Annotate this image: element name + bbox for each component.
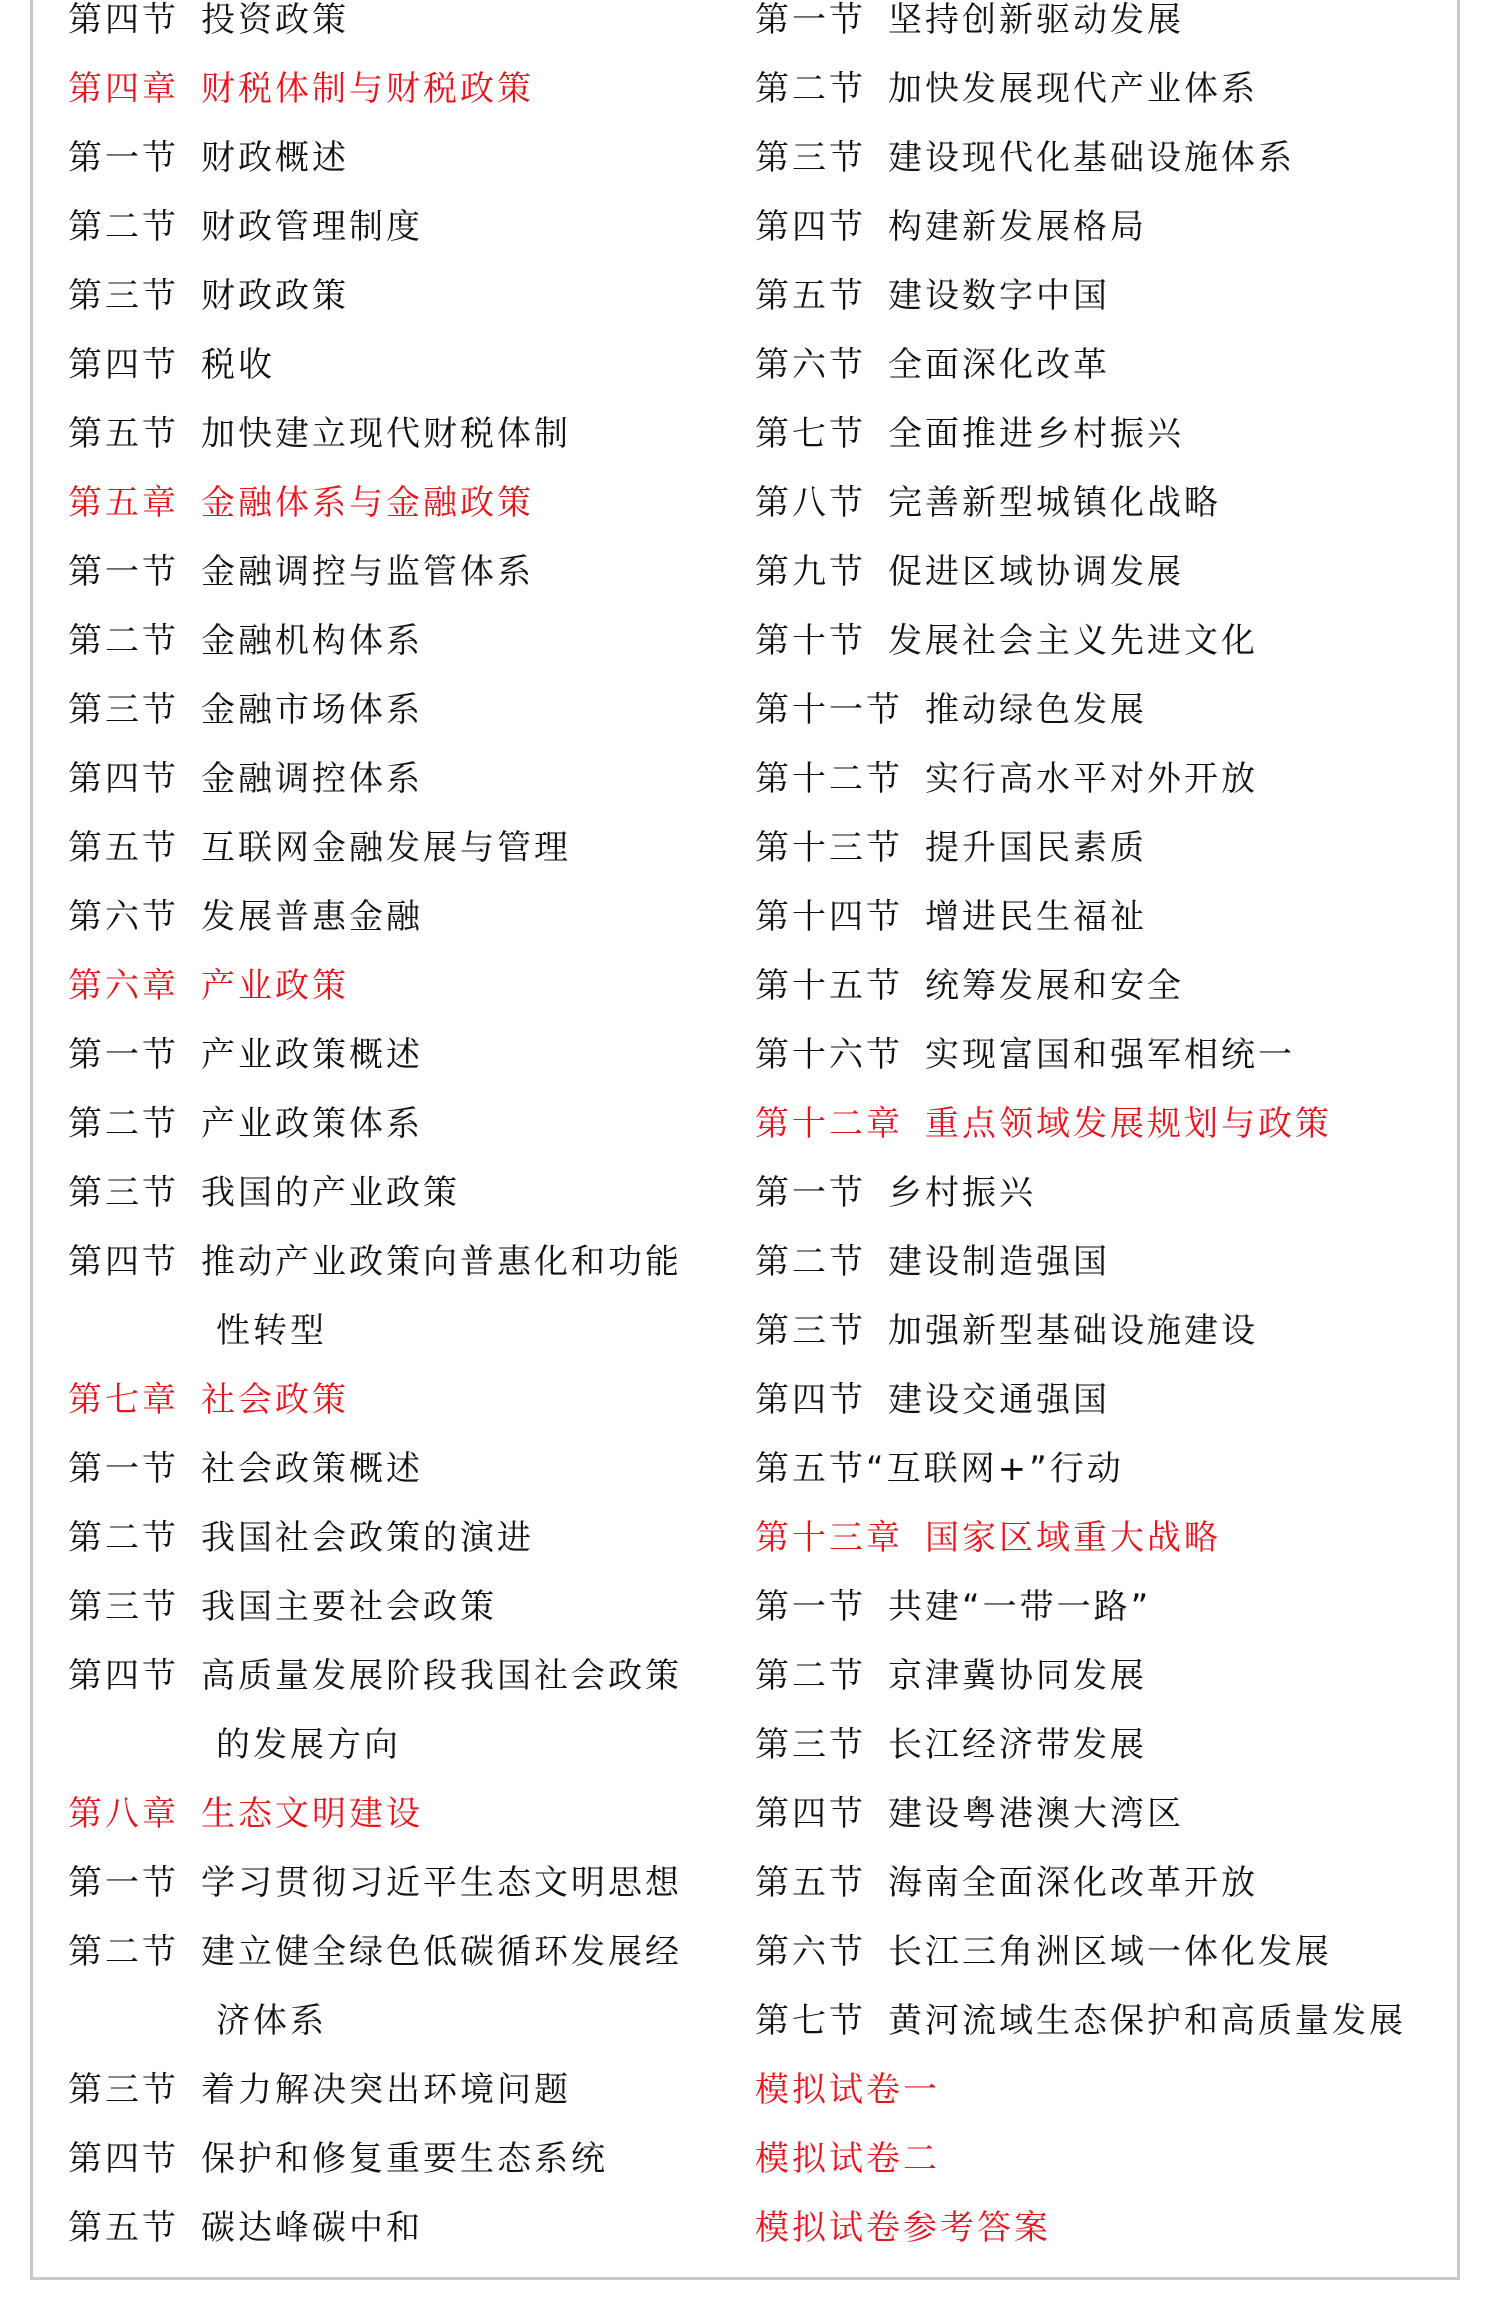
toc-entry-title: 增进民生福祉: [925, 897, 1147, 937]
toc-section-entry[interactable]: [68, 2125, 738, 2194]
toc-entry-number: 第五节: [755, 1449, 866, 1489]
toc-entry-number: 第一节: [755, 1587, 866, 1627]
toc-entry-number: 第四节: [755, 1380, 866, 1420]
toc-chapter-entry[interactable]: [755, 2056, 1475, 2125]
toc-entry-title: 互联网金融发展与管理: [201, 828, 571, 868]
toc-entry-title: 黄河流域生态保护和高质量发展: [888, 2001, 1406, 2041]
toc-section-entry[interactable]: [68, 1642, 738, 1711]
toc-entry-number: 第四节: [68, 0, 179, 40]
toc-entry-number: 第八章: [68, 1794, 179, 1834]
toc-entry-number: 第七节: [755, 414, 866, 454]
toc-entry-title: 保护和修复重要生态系统: [201, 2139, 608, 2179]
toc-entry-title: 海南全面深化改革开放: [888, 1863, 1258, 1903]
toc-entry-title: 共建“一带一路”: [888, 1587, 1152, 1627]
toc-entry-number: 第十二章: [755, 1104, 903, 1144]
toc-entry-title: 建设数字中国: [888, 276, 1110, 316]
toc-entry-number: 第五节: [755, 276, 866, 316]
toc-entry-title: 生态文明建设: [201, 1794, 423, 1834]
toc-entry-number: 第五章: [68, 483, 179, 523]
toc-entry-title: 实行高水平对外开放: [925, 759, 1258, 799]
toc-entry-number: 第二节: [755, 1656, 866, 1696]
toc-entry-title: 产业政策: [201, 966, 349, 1006]
toc-entry-number: 第一节: [755, 0, 866, 40]
toc-section-entry[interactable]: [755, 0, 1475, 55]
toc-entry-number: 第二节: [755, 69, 866, 109]
toc-entry-number: 第二节: [755, 1242, 866, 1282]
toc-entry-number: 第一节: [68, 1863, 179, 1903]
toc-entry-number: 第五节: [68, 828, 179, 868]
toc-section-entry[interactable]: [755, 1711, 1475, 1780]
toc-section-entry[interactable]: [755, 1021, 1475, 1090]
toc-entry-title: 金融市场体系: [201, 690, 423, 730]
toc-entry-number: 第一节: [755, 1173, 866, 1213]
toc-entry-title: 加快建立现代财税体制: [201, 414, 571, 454]
toc-section-entry[interactable]: [755, 1849, 1475, 1918]
toc-entry-title: 财政管理制度: [201, 207, 423, 247]
toc-section-entry[interactable]: [68, 883, 738, 952]
toc-entry-number: 第三节: [68, 690, 179, 730]
toc-section-entry[interactable]: [755, 883, 1475, 952]
toc-entry-number: 第二节: [68, 1518, 179, 1558]
toc-section-entry[interactable]: [68, 0, 738, 55]
toc-chapter-entry[interactable]: [68, 469, 738, 538]
toc-entry-title: 我国主要社会政策: [201, 1587, 497, 1627]
toc-entry-title: 财税体制与财税政策: [201, 69, 534, 109]
toc-entry-title: 加强新型基础设施建设: [888, 1311, 1258, 1351]
toc-section-entry[interactable]: [68, 2056, 738, 2125]
toc-entry-number: 第四节: [68, 1242, 179, 1282]
toc-entry-number: 第四节: [755, 207, 866, 247]
toc-entry-title: 我国的产业政策: [201, 1173, 460, 1213]
toc-entry-number: 第三节: [68, 1587, 179, 1627]
toc-section-entry[interactable]: [68, 814, 738, 883]
toc-entry-title: 财政概述: [201, 138, 349, 178]
toc-entry-number: 第二节: [68, 1932, 179, 1972]
toc-entry-title: 加快发展现代产业体系: [888, 69, 1258, 109]
toc-section-entry[interactable]: [755, 1573, 1475, 1642]
toc-entry-number: 第二节: [68, 1104, 179, 1144]
toc-entry-title: 模拟试卷一: [755, 2070, 940, 2110]
toc-entry-title: 税收: [201, 345, 275, 385]
toc-entry-number: 第十五节: [755, 966, 903, 1006]
toc-entry-title: 建设现代化基础设施体系: [888, 138, 1295, 178]
toc-section-entry[interactable]: [68, 1435, 738, 1504]
toc-entry-number: 第十二节: [755, 759, 903, 799]
toc-left-column: [68, 0, 738, 2263]
toc-section-entry[interactable]: [755, 745, 1475, 814]
toc-section-entry[interactable]: [755, 607, 1475, 676]
toc-section-entry[interactable]: [68, 2194, 738, 2263]
toc-section-entry[interactable]: [755, 1987, 1475, 2056]
toc-entry-title: 学习贯彻习近平生态文明思想: [201, 1863, 682, 1903]
toc-entry-title: 全面推进乡村振兴: [888, 414, 1184, 454]
toc-section-entry[interactable]: [68, 1090, 738, 1159]
toc-entry-title: 建设交通强国: [888, 1380, 1110, 1420]
toc-chapter-entry[interactable]: [755, 1504, 1475, 1573]
toc-entry-number: 第三节: [68, 276, 179, 316]
toc-entry-title: 坚持创新驱动发展: [888, 0, 1184, 40]
toc-entry-title: 构建新发展格局: [888, 207, 1147, 247]
toc-entry-title: 长江经济带发展: [888, 1725, 1147, 1765]
toc-section-entry[interactable]: [755, 469, 1475, 538]
toc-entry-title: 产业政策概述: [201, 1035, 423, 1075]
toc-entry-number: 第七章: [68, 1380, 179, 1420]
toc-entry-title: 建设粤港澳大湾区: [888, 1794, 1184, 1834]
toc-entry-number: 第一节: [68, 1035, 179, 1075]
toc-section-entry[interactable]: [68, 400, 738, 469]
toc-entry-number: 第四章: [68, 69, 179, 109]
toc-entry-number: 第四节: [68, 345, 179, 385]
toc-entry-number: 第三节: [68, 2070, 179, 2110]
toc-entry-number: 第四节: [755, 1794, 866, 1834]
toc-entry-number: 第四节: [68, 759, 179, 799]
toc-section-entry[interactable]: [68, 1573, 738, 1642]
toc-entry-title: 社会政策: [201, 1380, 349, 1420]
toc-section-entry[interactable]: [68, 262, 738, 331]
toc-entry-title: 模拟试卷参考答案: [755, 2208, 1051, 2248]
toc-section-entry[interactable]: [755, 1159, 1475, 1228]
toc-section-entry[interactable]: [755, 1435, 1475, 1504]
toc-section-entry[interactable]: [755, 1366, 1475, 1435]
toc-entry-title: 产业政策体系: [201, 1104, 423, 1144]
toc-entry-title: 着力解决突出环境问题: [201, 2070, 571, 2110]
toc-section-entry[interactable]: [68, 745, 738, 814]
toc-entry-number: 第十三章: [755, 1518, 903, 1558]
toc-chapter-entry[interactable]: [755, 1090, 1475, 1159]
toc-section-entry[interactable]: [68, 331, 738, 400]
toc-section-entry[interactable]: [68, 124, 738, 193]
toc-chapter-entry[interactable]: [755, 2125, 1475, 2194]
toc-entry-number: 第六章: [68, 966, 179, 1006]
toc-entry-title: “互联网+”行动: [866, 1449, 1124, 1489]
toc-entry-title: 高质量发展阶段我国社会政策: [201, 1656, 682, 1696]
toc-entry-number: 第五节: [755, 1863, 866, 1903]
toc-entry-title: 我国社会政策的演进: [201, 1518, 534, 1558]
toc-section-entry[interactable]: [755, 262, 1475, 331]
toc-section-entry[interactable]: [755, 400, 1475, 469]
toc-section-entry[interactable]: [755, 952, 1475, 1021]
toc-entry-number: 第六节: [68, 897, 179, 937]
toc-section-entry[interactable]: [68, 676, 738, 745]
toc-entry-title: 社会政策概述: [201, 1449, 423, 1489]
toc-section-entry[interactable]: [68, 607, 738, 676]
toc-entry-title: 发展社会主义先进文化: [888, 621, 1258, 661]
toc-section-entry[interactable]: [68, 193, 738, 262]
toc-section-entry[interactable]: [755, 1918, 1475, 1987]
toc-entry-title: 实现富国和强军相统一: [925, 1035, 1295, 1075]
toc-section-entry[interactable]: [68, 1504, 738, 1573]
toc-section-entry[interactable]: [68, 538, 738, 607]
toc-section-entry[interactable]: [755, 1642, 1475, 1711]
toc-entry-number: 第五节: [68, 2208, 179, 2248]
toc-entry-title: 推动产业政策向普惠化和功能: [201, 1242, 682, 1282]
toc-entry-number: 第十节: [755, 621, 866, 661]
toc-entry-number: 第九节: [755, 552, 866, 592]
toc-entry-title: 国家区域重大战略: [925, 1518, 1221, 1558]
toc-entry-title: 重点领域发展规划与政策: [925, 1104, 1332, 1144]
toc-entry-title: 模拟试卷二: [755, 2139, 940, 2179]
toc-entry-title: 促进区域协调发展: [888, 552, 1184, 592]
toc-entry-title: 金融体系与金融政策: [201, 483, 534, 523]
toc-entry-number: 第八节: [755, 483, 866, 523]
toc-entry-title: 推动绿色发展: [925, 690, 1147, 730]
toc-entry-title: 投资政策: [201, 0, 349, 40]
toc-entry-continuation: 性转型: [216, 1311, 327, 1351]
toc-entry-number: 第十四节: [755, 897, 903, 937]
toc-right-column: [755, 0, 1475, 2263]
toc-chapter-entry[interactable]: [68, 952, 738, 1021]
toc-section-entry[interactable]: [755, 331, 1475, 400]
toc-section-entry[interactable]: [755, 193, 1475, 262]
toc-entry-number: 第一节: [68, 552, 179, 592]
toc-section-entry[interactable]: [68, 1021, 738, 1090]
toc-entry-title: 京津冀协同发展: [888, 1656, 1147, 1696]
toc-section-entry[interactable]: [755, 1780, 1475, 1849]
toc-entry-number: 第五节: [68, 414, 179, 454]
toc-entry-title: 建设制造强国: [888, 1242, 1110, 1282]
toc-section-entry[interactable]: [68, 1849, 738, 1918]
toc-entry-title: 乡村振兴: [888, 1173, 1036, 1213]
toc-entry-number: 第六节: [755, 1932, 866, 1972]
toc-section-entry[interactable]: [755, 55, 1475, 124]
toc-entry-number: 第一节: [68, 1449, 179, 1489]
toc-section-entry[interactable]: [755, 676, 1475, 745]
toc-entry-number: 第六节: [755, 345, 866, 385]
toc-entry-title: 发展普惠金融: [201, 897, 423, 937]
toc-entry-title: 碳达峰碳中和: [201, 2208, 423, 2248]
toc-entry-number: 第十六节: [755, 1035, 903, 1075]
toc-entry-title: 建立健全绿色低碳循环发展经: [201, 1932, 682, 1972]
toc-entry-title: 长江三角洲区域一体化发展: [888, 1932, 1332, 1972]
toc-chapter-entry[interactable]: [68, 1366, 738, 1435]
toc-entry-number: 第四节: [68, 2139, 179, 2179]
toc-entry-title: 全面深化改革: [888, 345, 1110, 385]
toc-entry-continuation: 的发展方向: [216, 1725, 401, 1765]
toc-section-entry[interactable]: [68, 1228, 738, 1297]
toc-entry-number: 第二节: [68, 621, 179, 661]
toc-entry-title: 金融调控与监管体系: [201, 552, 534, 592]
toc-entry-number: 第七节: [755, 2001, 866, 2041]
toc-section-entry[interactable]: [755, 124, 1475, 193]
toc-chapter-entry[interactable]: [68, 1780, 738, 1849]
toc-entry-number: 第十一节: [755, 690, 903, 730]
toc-entry-title: 统筹发展和安全: [925, 966, 1184, 1006]
toc-entry-continuation: 济体系: [216, 2001, 327, 2041]
toc-entry-title: 金融调控体系: [201, 759, 423, 799]
toc-chapter-entry[interactable]: [68, 55, 738, 124]
toc-entry-title: 财政政策: [201, 276, 349, 316]
toc-section-entry[interactable]: [755, 1297, 1475, 1366]
toc-section-entry[interactable]: [68, 1918, 738, 1987]
toc-entry-number: 第三节: [68, 1173, 179, 1213]
toc-entry-number: 第三节: [755, 1311, 866, 1351]
toc-entry-number: 第三节: [755, 138, 866, 178]
toc-entry-number: 第十三节: [755, 828, 903, 868]
toc-entry-number: 第三节: [755, 1725, 866, 1765]
toc-entry-number: 第二节: [68, 207, 179, 247]
toc-section-entry[interactable]: [755, 1228, 1475, 1297]
toc-entry-title: 金融机构体系: [201, 621, 423, 661]
toc-chapter-entry[interactable]: [755, 2194, 1475, 2263]
toc-section-entry[interactable]: [68, 1159, 738, 1228]
toc-entry-title: 提升国民素质: [925, 828, 1147, 868]
toc-entry-number: 第一节: [68, 138, 179, 178]
toc-entry-number: 第四节: [68, 1656, 179, 1696]
toc-section-entry[interactable]: [755, 814, 1475, 883]
toc-entry-title: 完善新型城镇化战略: [888, 483, 1221, 523]
toc-section-entry[interactable]: [755, 538, 1475, 607]
